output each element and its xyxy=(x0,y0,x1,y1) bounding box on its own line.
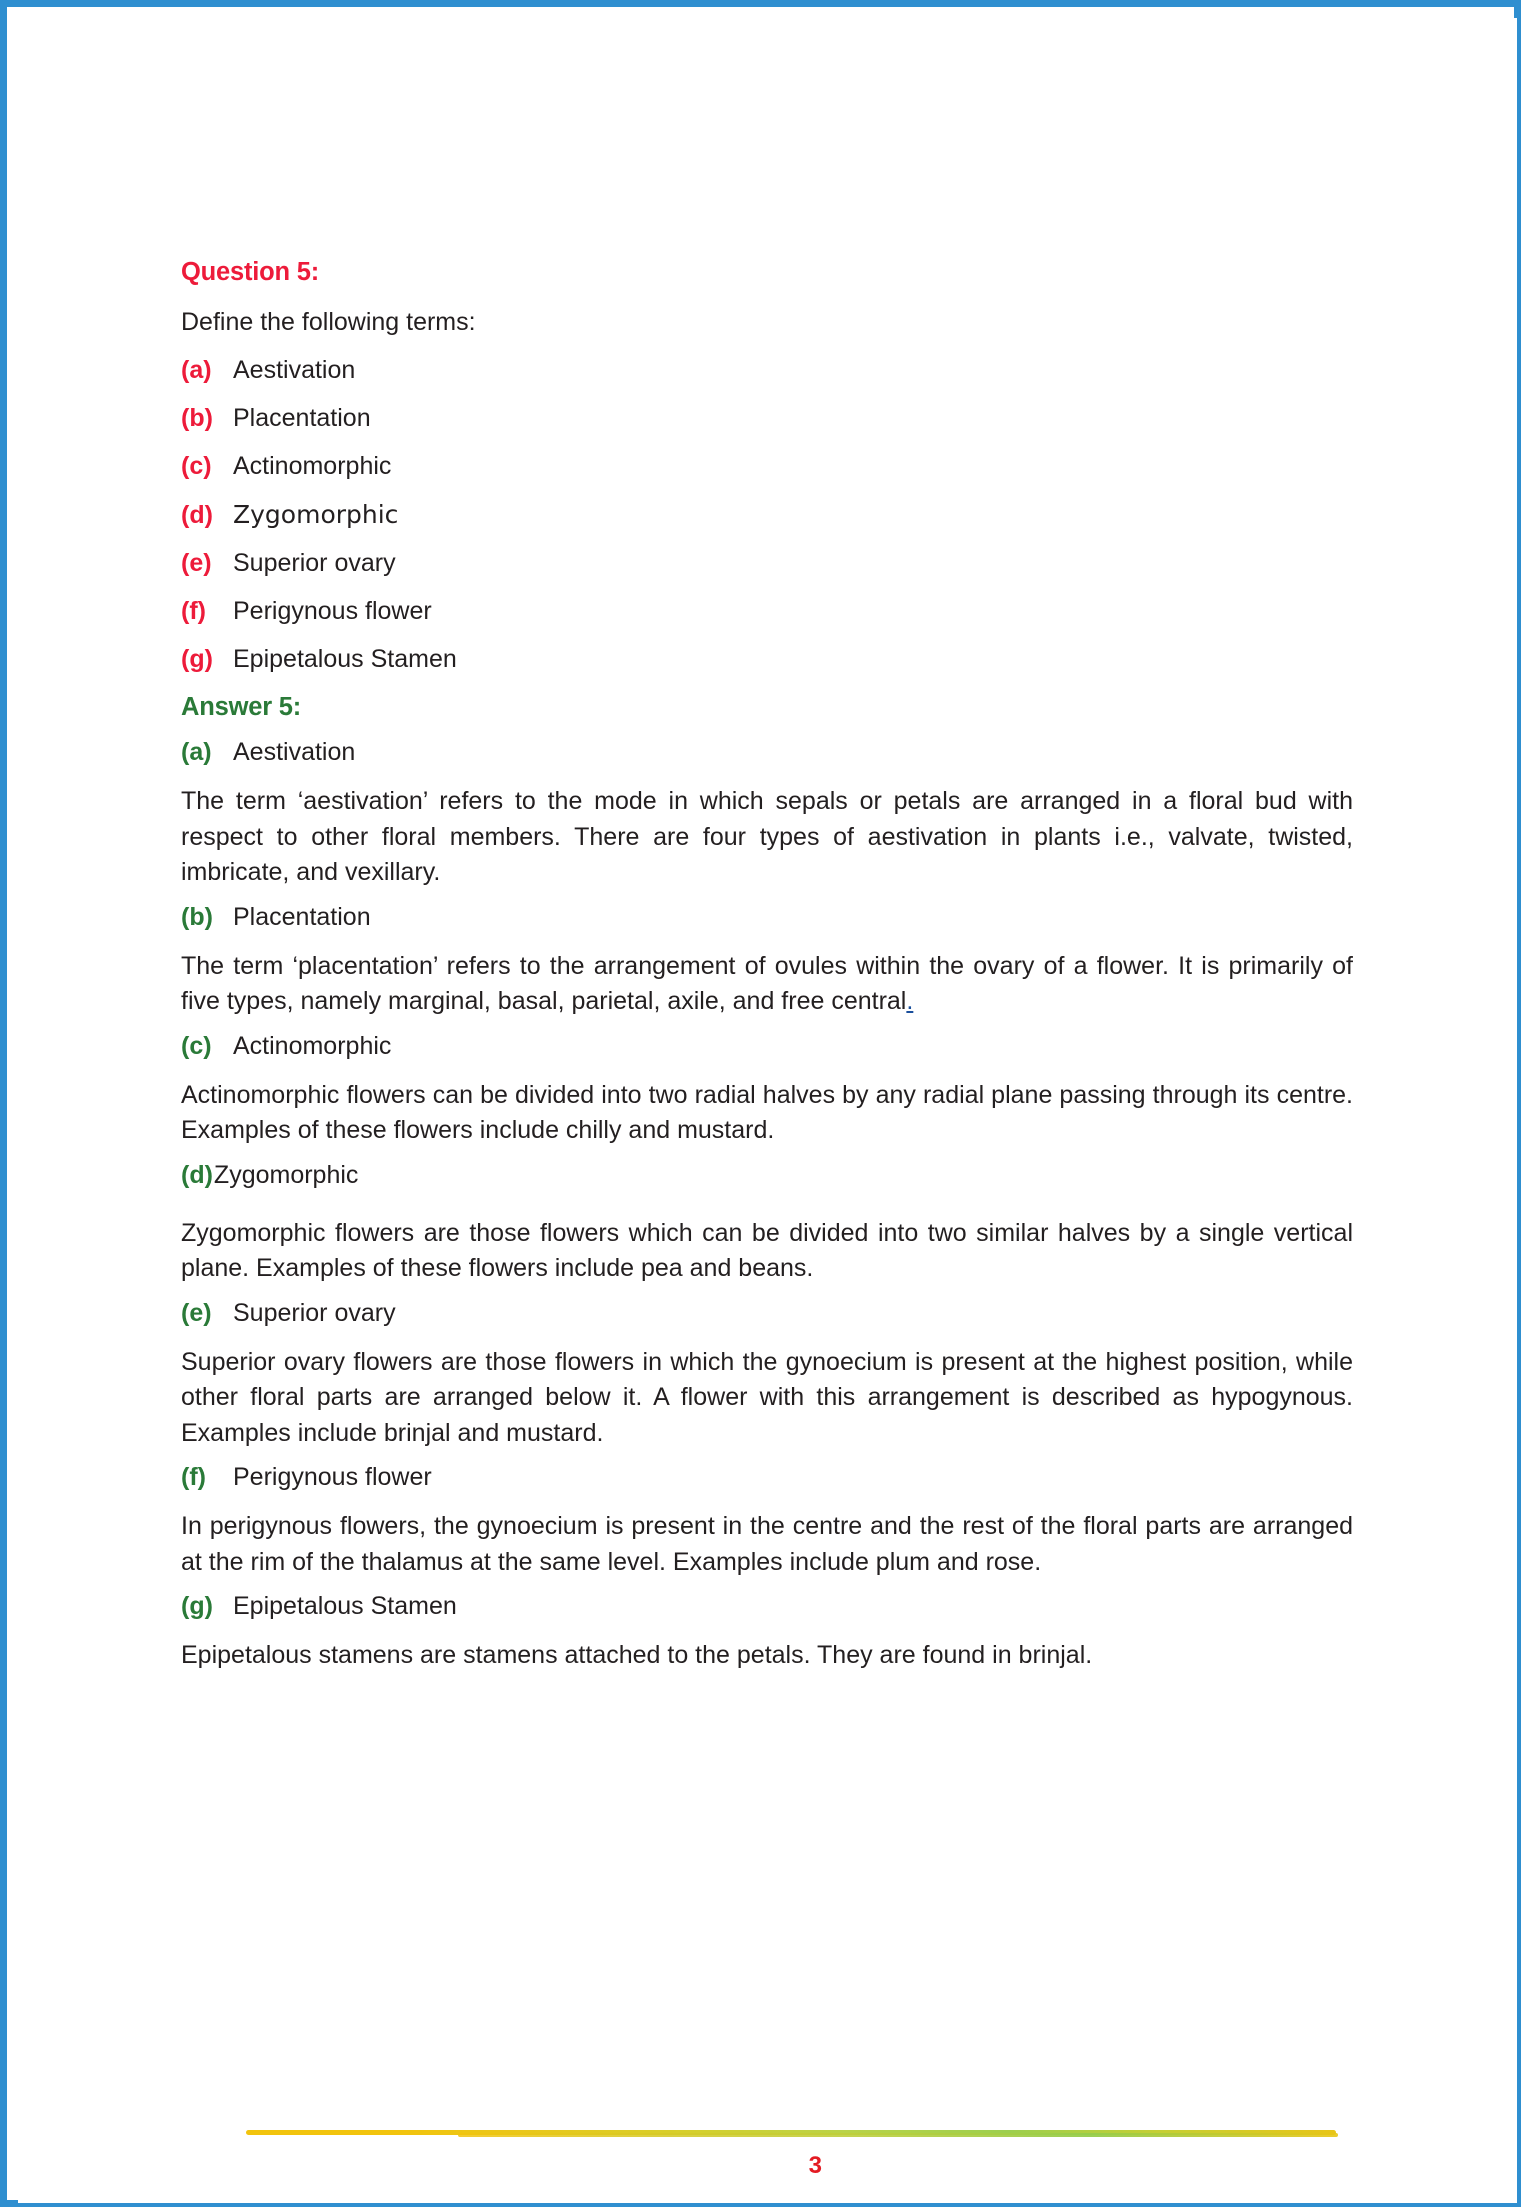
document-content xyxy=(179,258,1369,1686)
answer-subheading-c-term: Actinomorphic xyxy=(233,1031,392,1060)
question-item-e xyxy=(181,549,1369,578)
question-item-g-label: (g) xyxy=(181,645,213,673)
question-item-c-label: (c) xyxy=(181,452,212,480)
question-item-f-text: Perigynous flower xyxy=(233,597,432,625)
question-item-a-text: Aestivation xyxy=(233,356,356,384)
question-item-e-text: Superior ovary xyxy=(233,549,396,577)
question-item-a-label: (a) xyxy=(181,356,212,384)
answer-subheading-a-term: Aestivation xyxy=(233,738,356,766)
question-heading: Question 5: xyxy=(181,258,320,286)
answer-subheading-e-term: Superior ovary xyxy=(233,1298,396,1327)
answer-body-b-underlined-period: . xyxy=(906,987,914,1015)
footer-divider-overlay xyxy=(458,2133,1338,2137)
answer-subheading-f xyxy=(181,1463,1369,1492)
question-item-d-text: Zygomorphic xyxy=(233,500,399,529)
answer-subheading-c xyxy=(181,1032,1369,1061)
answer-subheading-g-term: Epipetalous Stamen xyxy=(233,1592,457,1620)
answer-subheading-e xyxy=(181,1299,1369,1328)
question-item-d xyxy=(181,500,1369,530)
answer-body-g: Epipetalous stamens are stamens attached to the petals. They are found in brinjal. xyxy=(181,1641,1093,1669)
answer-subheading-d xyxy=(181,1161,1369,1190)
answer-subheading-d-term: Zygomorphic xyxy=(213,1160,359,1189)
answer-subheading-b-term: Placentation xyxy=(233,902,371,931)
answer-body-a: The term ‘aestivation’ refers to the mode in which sepals or petals are arranged in a floral bud with respect to other floral members. There are four types of aestivation in plants i.e., valvate, twisted, imbricate, and vexillary. xyxy=(181,787,1353,886)
question-item-f xyxy=(181,597,1369,626)
answer-subheading-b xyxy=(181,903,1369,932)
answer-heading: Answer 5: xyxy=(181,693,302,721)
question-item-g xyxy=(181,645,1369,674)
question-item-c-text: Actinomorphic xyxy=(233,452,392,480)
answer-subheading-f-term: Perigynous flower xyxy=(233,1463,432,1491)
question-item-f-label: (f) xyxy=(181,597,206,625)
question-item-c xyxy=(181,452,1369,481)
page-number: 3 xyxy=(808,2152,823,2179)
answer-subheading-a-label: (a) xyxy=(181,738,212,766)
question-item-b-label: (b) xyxy=(181,404,213,432)
document-sheet xyxy=(18,18,1517,2203)
answer-body-e: Superior ovary flowers are those flowers in which the gynoecium is present at the highest position, while other floral parts are arranged below it. A flower with this arrangement is described as hypogynous. Examples include brinjal and mustard. xyxy=(181,1347,1353,1447)
question-item-b xyxy=(181,404,1369,433)
answer-body-c: Actinomorphic flowers can be divided into two radial halves by any radial plane passing through its centre. Examples of these flowers include chilly and mustard. xyxy=(181,1080,1353,1144)
question-item-a xyxy=(181,356,1369,385)
answer-body-d: Zygomorphic flowers are those flowers which can be divided into two similar halves by a single vertical plane. Examples of these flowers include pea and beans. xyxy=(181,1218,1353,1282)
answer-subheading-f-label: (f) xyxy=(181,1463,206,1491)
answer-body-f: In perigynous flowers, the gynoecium is present in the centre and the rest of the floral parts are arranged at the rim of the thalamus at the same level. Examples include plum and rose. xyxy=(181,1512,1353,1576)
answer-subheading-e-label: (e) xyxy=(181,1298,212,1327)
question-item-d-label: (d) xyxy=(181,501,213,529)
answer-subheading-a xyxy=(181,738,1369,767)
question-item-g-text: Epipetalous Stamen xyxy=(233,645,457,673)
answer-subheading-d-label: (d) xyxy=(181,1160,213,1189)
question-intro: Define the following terms: xyxy=(181,308,476,336)
answer-body-b xyxy=(181,949,1353,1020)
answer-subheading-c-label: (c) xyxy=(181,1031,212,1060)
answer-body-b-text: The term ‘placentation’ refers to the arrangement of ovules within the ovary of a flower. It is primarily of five types, namely marginal, basal, parietal, axile, and free central xyxy=(181,951,1353,1015)
question-item-b-text: Placentation xyxy=(233,404,371,432)
answer-subheading-g xyxy=(181,1592,1369,1621)
answer-subheading-b-label: (b) xyxy=(181,902,213,931)
answer-subheading-g-label: (g) xyxy=(181,1592,213,1620)
question-item-e-label: (e) xyxy=(181,549,212,577)
page-footer xyxy=(18,2068,1517,2188)
